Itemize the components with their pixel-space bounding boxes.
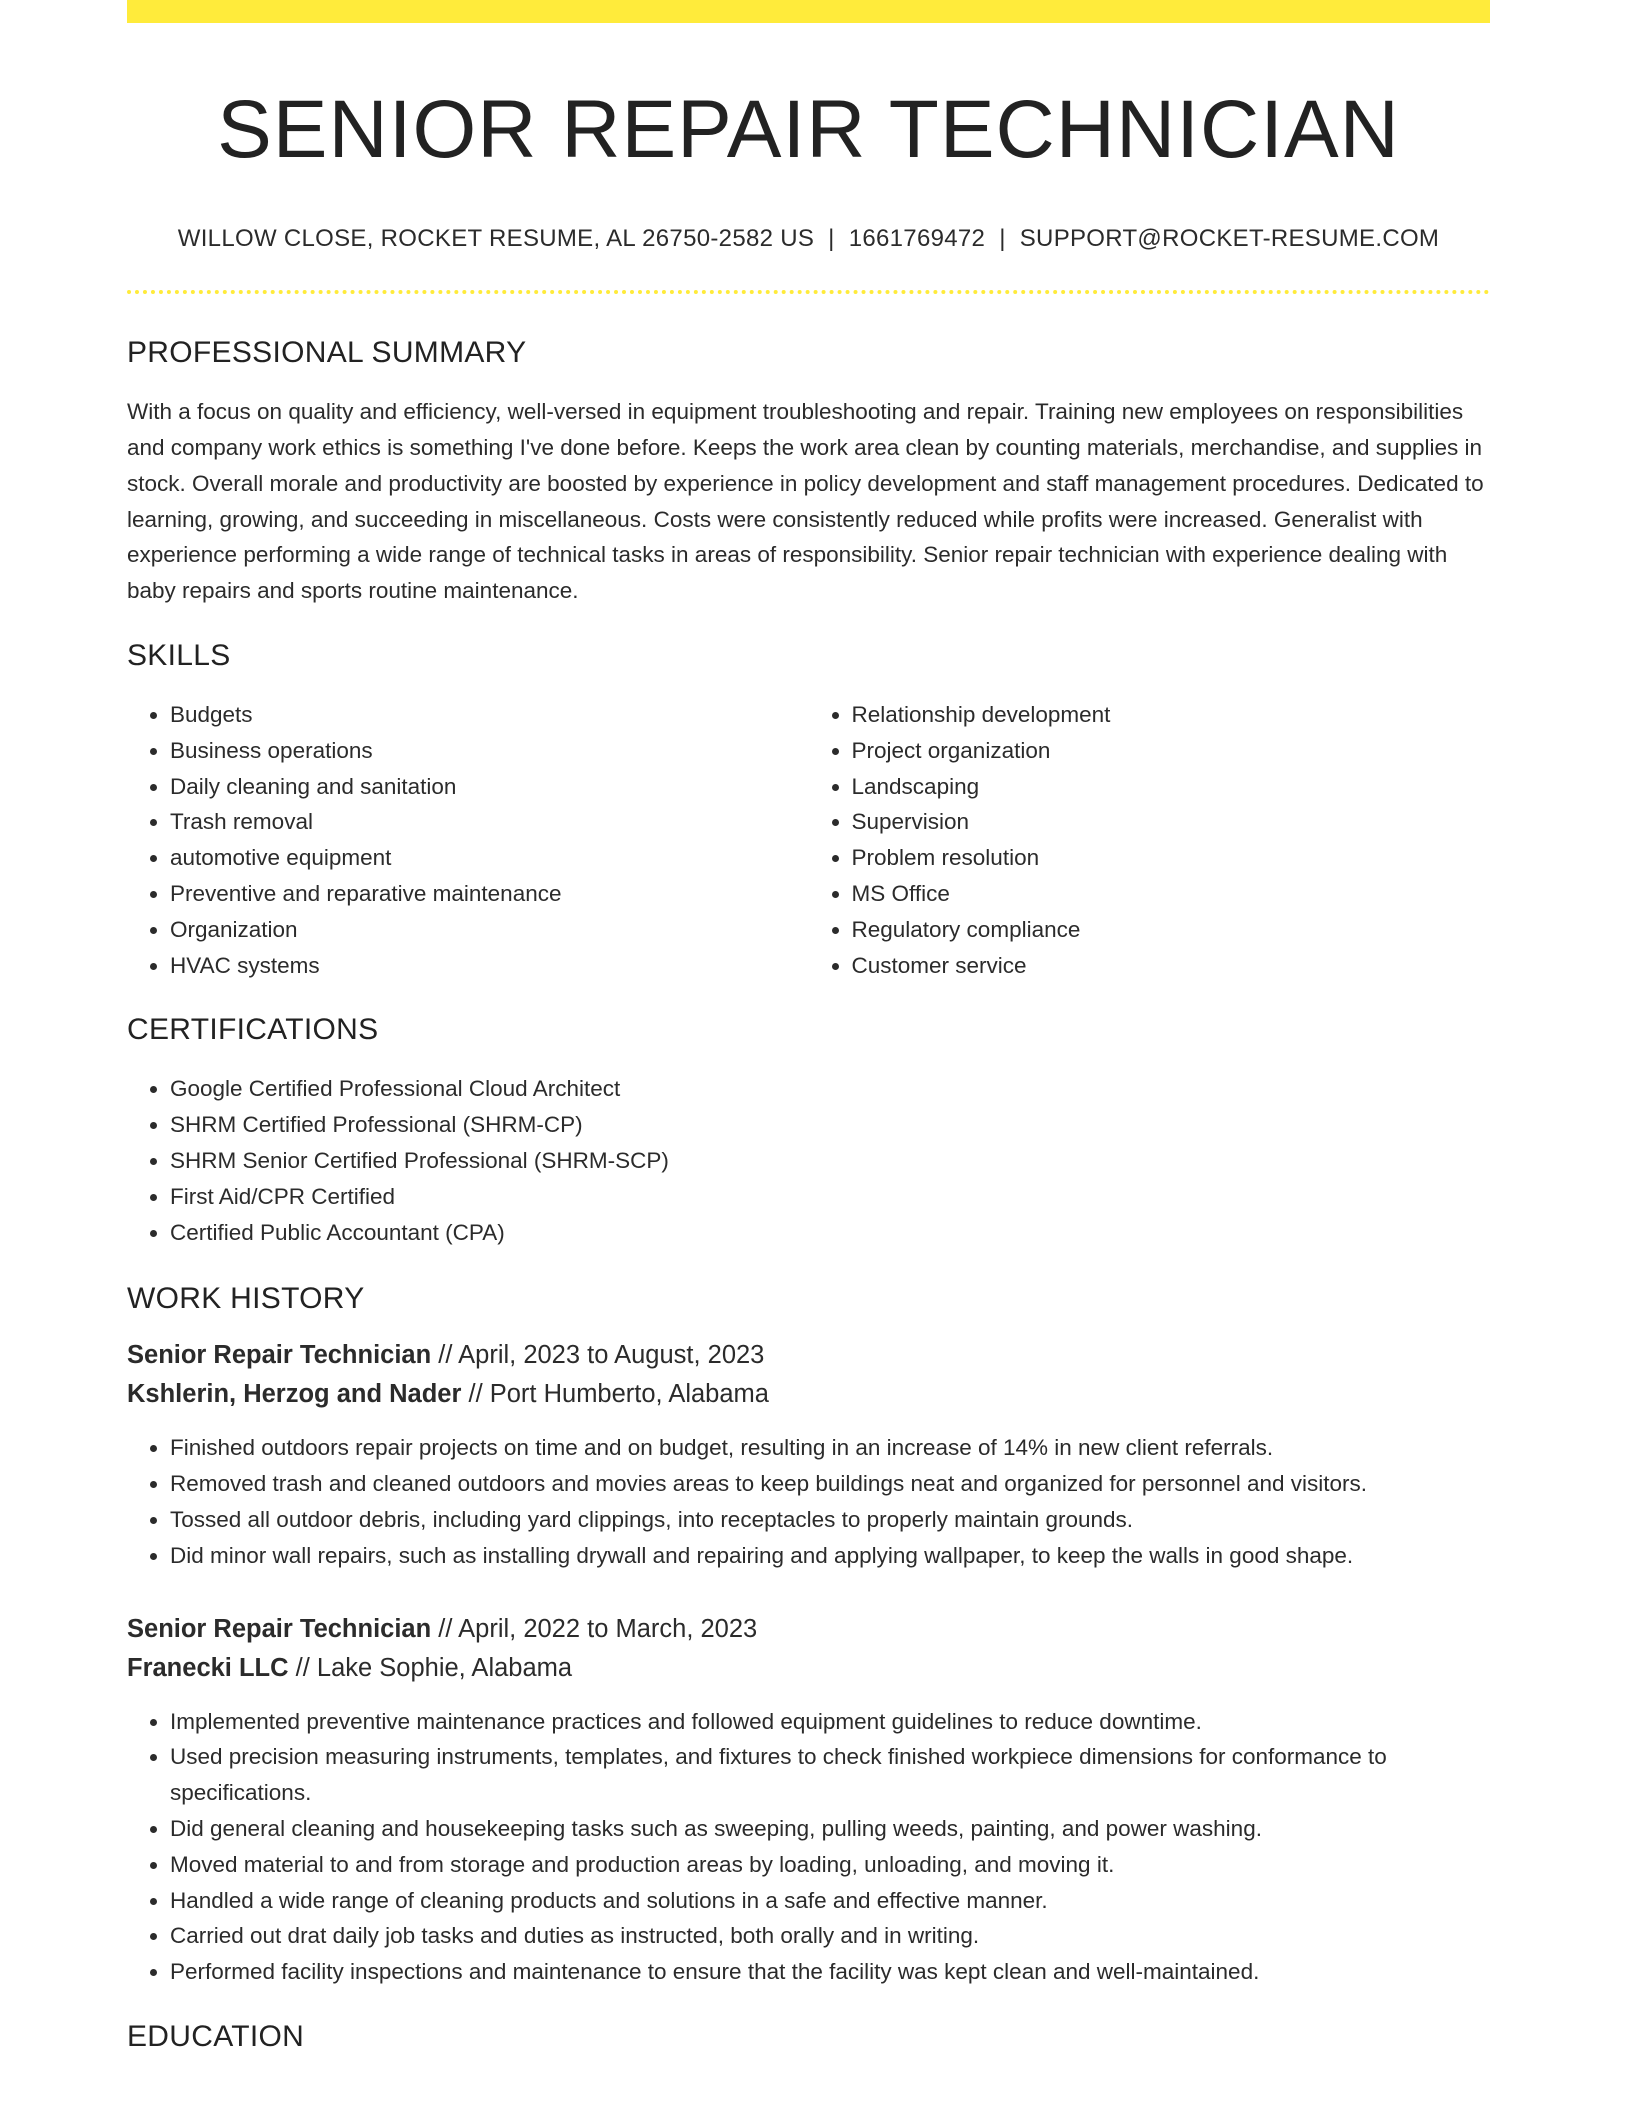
job-entry (127, 1336, 1490, 1573)
skill-item: • Preventive and reparative maintenance (170, 876, 809, 912)
dotted-divider (127, 290, 1490, 294)
resume-page (127, 0, 1490, 2054)
skill-item: • Problem resolution (852, 840, 1491, 876)
certification-item: • SHRM Senior Certified Professional (SHRM-SCP) (170, 1143, 1490, 1179)
section-title-work-history: WORK HISTORY (127, 1282, 365, 1316)
certification-item: • SHRM Certified Professional (SHRM-CP) (170, 1107, 1490, 1143)
skills-column-left (127, 697, 809, 983)
job-company-line (127, 1375, 1490, 1414)
contact-separator: | (999, 225, 1006, 253)
contact-separator: | (828, 225, 835, 253)
skill-item: • Trash removal (170, 804, 809, 840)
contact-email[interactable]: SUPPORT@ROCKET-RESUME.COM (1019, 225, 1440, 253)
job-location: // Lake Sophie, Alabama (288, 1653, 573, 1682)
certifications-list (127, 1071, 1490, 1250)
job-role: Senior Repair Technician (127, 1614, 432, 1643)
job-bullet: • Finished outdoors repair projects on time and on budget, resulting in an increase of 14% in new client referrals. (170, 1430, 1490, 1466)
section-title-education: EDUCATION (127, 2019, 305, 2053)
skill-item: • HVAC systems (170, 948, 809, 984)
skill-item: • Organization (170, 912, 809, 948)
job-role: Senior Repair Technician (127, 1341, 432, 1370)
job-company-line (127, 1649, 1490, 1688)
section-title-certifications: CERTIFICATIONS (127, 1013, 379, 1047)
skills-grid (127, 697, 1490, 983)
job-dates: // April, 2023 to August, 2023 (431, 1341, 765, 1370)
skill-item: • Regulatory compliance (852, 912, 1491, 948)
contact-address: WILLOW CLOSE, ROCKET RESUME, AL 26750-2582 US (177, 225, 815, 253)
section-title-skills: SKILLS (127, 638, 231, 672)
job-entry (127, 1610, 1490, 1990)
certification-item: • Certified Public Accountant (CPA) (170, 1215, 1490, 1251)
job-company: Kshlerin, Herzog and Nader (127, 1380, 462, 1409)
job-bullets (127, 1704, 1490, 1990)
skills-list-right (809, 697, 1491, 983)
skill-item: • Business operations (170, 733, 809, 769)
summary-text: With a focus on quality and efficiency, well-versed in equipment troubleshooting and repair. Training new employees on responsibilities and company work ethics is something I've done before. Keeps the work area clean by counting materials, merchandise, and supplies in stock. Overall morale and productivity are boosted by experience in policy development and staff management procedures. Dedicated to learning, growing, and succeeding in miscellaneous. Costs were consistently reduced while profits were increased. Generalist with experience performing a wide range of technical tasks in areas of responsibility. Senior repair technician with experience dealing with baby repairs and sports routine maintenance. (127, 399, 1484, 604)
job-bullet: • Implemented preventive maintenance practices and followed equipment guidelines to reduce downtime. (170, 1704, 1490, 1740)
job-bullet: • Did minor wall repairs, such as installing drywall and repairing and applying wallpaper, to keep the walls in good shape. (170, 1538, 1490, 1574)
contact-phone[interactable]: 1661769472 (848, 225, 986, 253)
skill-item: • Daily cleaning and sanitation (170, 769, 809, 805)
resume-name: SENIOR REPAIR TECHNICIAN (217, 84, 1400, 175)
job-bullet: • Performed facility inspections and maintenance to ensure that the facility was kept clean and well-maintained. (170, 1954, 1490, 1990)
skill-item: • Relationship development (852, 697, 1491, 733)
job-company: Franecki LLC (127, 1653, 289, 1682)
job-bullet: • Removed trash and cleaned outdoors and movies areas to keep buildings neat and organized for personnel and visitors. (170, 1466, 1490, 1502)
skill-item: • Supervision (852, 804, 1491, 840)
job-bullet: • Handled a wide range of cleaning products and solutions in a safe and effective manner. (170, 1883, 1490, 1919)
skill-item: • automotive equipment (170, 840, 809, 876)
job-location: // Port Humberto, Alabama (461, 1380, 769, 1409)
certification-item: • Google Certified Professional Cloud Architect (170, 1071, 1490, 1107)
contact-line (127, 225, 1490, 253)
job-bullet: • Used precision measuring instruments, templates, and fixtures to check finished workpiece dimensions for conformance to specifications. (170, 1739, 1490, 1811)
job-bullet: • Did general cleaning and housekeeping tasks such as sweeping, pulling weeds, painting, and power washing. (170, 1811, 1490, 1847)
job-role-line (127, 1610, 1490, 1649)
job-bullet: • Tossed all outdoor debris, including yard clippings, into receptacles to properly maintain grounds. (170, 1502, 1490, 1538)
job-bullet: • Moved material to and from storage and production areas by loading, unloading, and moving it. (170, 1847, 1490, 1883)
job-bullets (127, 1430, 1490, 1573)
section-title-summary: PROFESSIONAL SUMMARY (127, 336, 527, 370)
skills-column-right (809, 697, 1491, 983)
skill-item: • MS Office (852, 876, 1491, 912)
job-dates: // April, 2022 to March, 2023 (431, 1614, 758, 1643)
job-bullet: • Carried out drat daily job tasks and duties as instructed, both orally and in writing. (170, 1918, 1490, 1954)
skill-item: • Customer service (852, 948, 1491, 984)
skill-item: • Landscaping (852, 769, 1491, 805)
top-accent-bar (127, 0, 1490, 23)
skill-item: • Budgets (170, 697, 809, 733)
certification-item: • First Aid/CPR Certified (170, 1179, 1490, 1215)
job-role-line (127, 1336, 1490, 1375)
skills-list-left (127, 697, 809, 983)
skill-item: • Project organization (852, 733, 1491, 769)
